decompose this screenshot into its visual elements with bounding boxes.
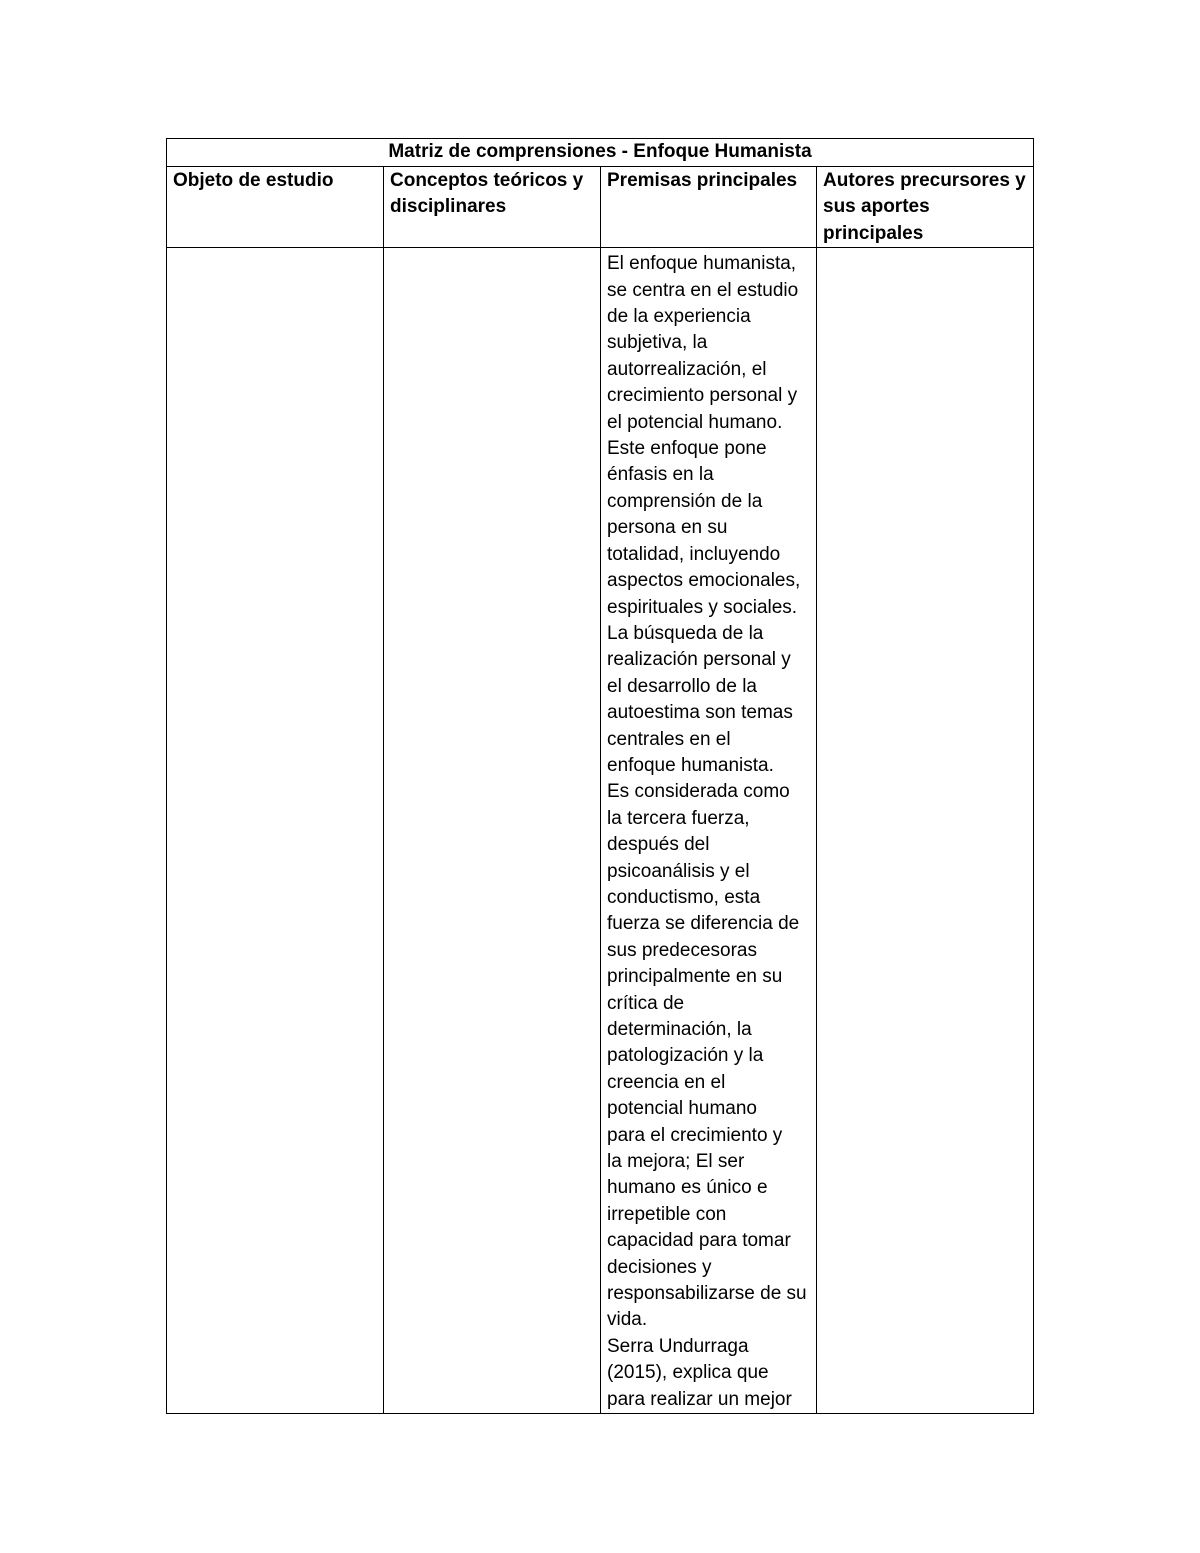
premisas-line: espirituales y sociales. xyxy=(607,596,798,618)
premisas-line: Este enfoque pone xyxy=(607,438,767,460)
premisas-line: crítica de xyxy=(607,992,685,1014)
premisas-line: para realizar un mejor xyxy=(607,1388,792,1410)
premisas-line: énfasis en la xyxy=(607,464,714,486)
header-conceptos-teoricos: Conceptos teóricos y disciplinares xyxy=(384,167,601,248)
premisas-text xyxy=(607,251,810,1413)
premisas-line: Serra Undurraga xyxy=(607,1335,749,1357)
premisas-line: decisiones y xyxy=(607,1256,712,1278)
premisas-line: vida. xyxy=(607,1309,648,1331)
premisas-line: el desarrollo de la xyxy=(607,675,757,697)
premisas-line: humano es único e xyxy=(607,1177,768,1199)
premisas-line: responsabilizarse de su xyxy=(607,1283,807,1305)
premisas-line: crecimiento personal y xyxy=(607,385,798,407)
premisas-line: subjetiva, la xyxy=(607,332,708,354)
premisas-line: la tercera fuerza, xyxy=(607,807,750,829)
premisas-line: potencial humano xyxy=(607,1098,757,1120)
premisas-line: El enfoque humanista, xyxy=(607,253,797,275)
header-premisas-principales: Premisas principales xyxy=(601,167,817,248)
cell-conceptos-teoricos xyxy=(384,248,601,1414)
comprehension-matrix-table xyxy=(166,138,1034,1414)
premisas-line: de la experiencia xyxy=(607,306,751,328)
premisas-line: para el crecimiento y xyxy=(607,1124,783,1146)
cell-objeto-de-estudio xyxy=(167,248,384,1414)
matrix-title: Matriz de comprensiones - Enfoque Humanista xyxy=(167,139,1034,167)
premisas-line: autoestima son temas xyxy=(607,702,793,724)
header-autores-precursores: Autores precursores y sus aportes principales xyxy=(817,167,1034,248)
premisas-line: enfoque humanista. xyxy=(607,754,774,776)
premisas-line: psicoanálisis y el xyxy=(607,860,750,882)
cell-premisas-principales xyxy=(601,248,817,1414)
premisas-line: después del xyxy=(607,834,710,856)
premisas-line: capacidad para tomar xyxy=(607,1230,791,1252)
title-row xyxy=(167,139,1034,167)
premisas-line: Es considerada como xyxy=(607,781,790,803)
premisas-line: autorrealización, el xyxy=(607,358,767,380)
premisas-line: irrepetible con xyxy=(607,1203,727,1225)
premisas-line: La búsqueda de la xyxy=(607,622,764,644)
premisas-line: patologización y la xyxy=(607,1045,764,1067)
premisas-line: comprensión de la xyxy=(607,490,763,512)
premisas-line: aspectos emocionales, xyxy=(607,570,801,592)
premisas-line: (2015), explica que xyxy=(607,1362,769,1384)
premisas-line: sus predecesoras xyxy=(607,939,757,961)
table-row xyxy=(167,248,1034,1414)
premisas-line: principalmente en su xyxy=(607,966,783,988)
premisas-line: persona en su xyxy=(607,517,728,539)
cell-autores-precursores xyxy=(817,248,1034,1414)
premisas-line: creencia en el xyxy=(607,1071,726,1093)
premisas-line: centrales en el xyxy=(607,728,731,750)
premisas-line: totalidad, incluyendo xyxy=(607,543,781,565)
premisas-line: conductismo, esta xyxy=(607,886,761,908)
header-row xyxy=(167,167,1034,248)
premisas-line: fuerza se diferencia de xyxy=(607,913,800,935)
premisas-line: se centra en el estudio xyxy=(607,279,799,301)
header-objeto-de-estudio: Objeto de estudio xyxy=(167,167,384,248)
premisas-line: el potencial humano. xyxy=(607,411,783,433)
premisas-line: determinación, la xyxy=(607,1019,752,1040)
premisas-line: realización personal y xyxy=(607,649,791,671)
premisas-line: la mejora; El ser xyxy=(607,1151,745,1173)
